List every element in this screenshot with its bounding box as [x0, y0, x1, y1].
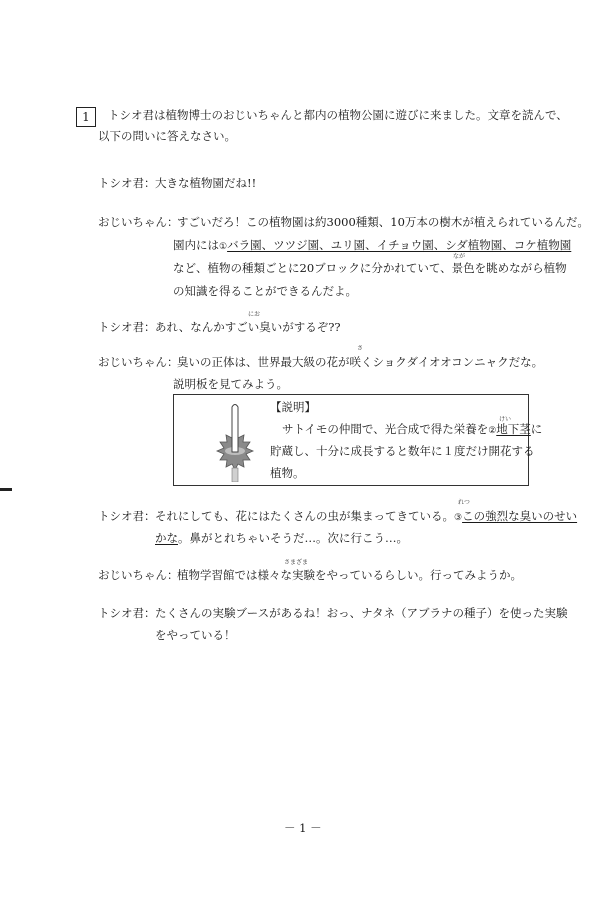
- konjac-flower-illustration: [200, 402, 270, 482]
- explanation-heading: 【説明】: [270, 400, 316, 414]
- dialogue-text: をやっている！: [155, 628, 236, 642]
- explanation-text: 植物。: [270, 466, 305, 480]
- speaker-toshio: トシオ君：: [98, 176, 156, 190]
- dialogue-text: それにしても、花にはたくさんの虫が集まってきている。③この強烈な臭いのせい: [155, 509, 578, 523]
- ruby: さ: [357, 345, 364, 352]
- underline-3: この強烈な臭いのせい: [462, 509, 578, 523]
- marker-2: ②: [488, 426, 497, 436]
- underline-3-cont: かな: [155, 531, 178, 545]
- underline-1: バラ園、ツツジ園、ユリ園、イチョウ園、シダ植物園、コケ植物園: [227, 238, 572, 252]
- margin-mark: [0, 488, 12, 491]
- speaker-toshio: トシオ君：: [98, 320, 156, 334]
- dialogue-text: すごいだろ！この植物園は約3000種類、10万本の樹木が植えられているんだ。: [177, 215, 589, 229]
- explanation-text: 貯蔵し、十分に成長すると数年に１度だけ開花する: [270, 444, 535, 458]
- dialogue-text: 説明板を見てみよう。: [173, 377, 288, 391]
- ruby: れつ: [458, 499, 470, 506]
- dialogue-text: 臭いの正体は、世界最大級の花が咲くショクダイオオコンニャクだな。: [177, 355, 544, 369]
- ruby: けい: [499, 416, 512, 423]
- dialogue-text: あれ、なんかすごい臭いがするぞ??: [155, 320, 341, 334]
- underline-2: 地下茎: [496, 422, 531, 436]
- intro-line-2: 以下の問いに答えなさい。: [98, 129, 236, 143]
- ruby: にお: [248, 311, 261, 318]
- dialogue-text: 園内には①バラ園、ツツジ園、ユリ園、イチョウ園、シダ植物園、コケ植物園: [173, 238, 572, 252]
- marker-1: ①: [219, 242, 228, 252]
- dialogue-text: など、植物の種類ごとに20ブロックに分かれていて、景色を眺めながら植物: [173, 261, 567, 275]
- speaker-grandpa: おじいちゃん：: [98, 355, 179, 369]
- question-number: 1: [76, 107, 96, 127]
- marker-3: ③: [454, 513, 463, 523]
- explanation-text: サトイモの仲間で、光合成で得た栄養を②地下茎に: [282, 422, 543, 436]
- dialogue-text: の知識を得ることができるんだよ。: [173, 284, 357, 298]
- dialogue-text: たくさんの実験ブースがあるね！おっ、ナタネ（アブラナの種子）を使った実験: [155, 606, 568, 620]
- dialogue-text: 植物学習館では様々な実験をやっているらしい。行ってみようか。: [177, 568, 522, 582]
- page-number: － 1 －: [284, 821, 322, 835]
- speaker-grandpa: おじいちゃん：: [98, 215, 179, 229]
- ruby: なが: [453, 253, 466, 260]
- speaker-grandpa: おじいちゃん：: [98, 568, 179, 582]
- speaker-toshio: トシオ君：: [98, 509, 156, 523]
- ruby: さまざま: [284, 559, 309, 566]
- dialogue-text: 大きな植物園だね!!: [155, 176, 257, 190]
- dialogue-text: かな。鼻がとれちゃいそうだ…。次に行こう…。: [155, 531, 408, 545]
- intro-line-1: トシオ君は植物博士のおじいちゃんと都内の植物公園に遊びに来ました。文章を読んで、: [108, 108, 568, 122]
- speaker-toshio: トシオ君：: [98, 606, 156, 620]
